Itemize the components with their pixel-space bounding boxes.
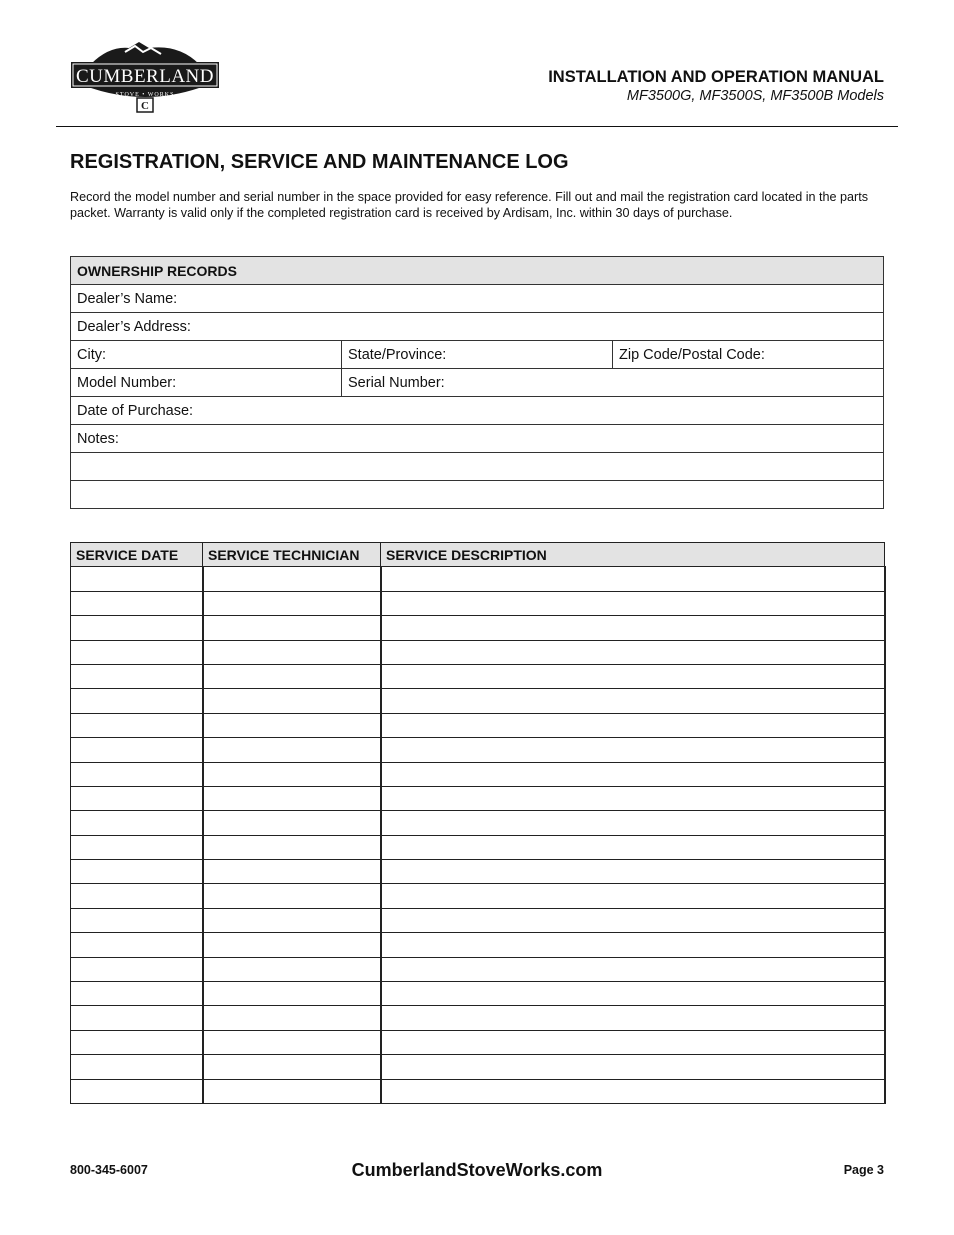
service-description-header: SERVICE DESCRIPTION xyxy=(381,543,885,567)
cumberland-logo xyxy=(69,40,221,114)
table-row xyxy=(71,640,885,664)
table-row xyxy=(71,811,885,835)
service-technician-cell[interactable] xyxy=(203,567,381,591)
service-technician-cell[interactable] xyxy=(203,933,381,957)
service-date-cell[interactable] xyxy=(71,884,203,908)
service-technician-cell[interactable] xyxy=(203,957,381,981)
service-description-cell[interactable] xyxy=(381,689,885,713)
service-description-cell[interactable] xyxy=(381,835,885,859)
table-row xyxy=(71,786,885,810)
service-description-cell[interactable] xyxy=(381,957,885,981)
service-log-table xyxy=(70,542,886,1104)
service-technician-cell[interactable] xyxy=(203,908,381,932)
table-row xyxy=(71,933,885,957)
service-date-cell[interactable] xyxy=(71,713,203,737)
service-technician-cell[interactable] xyxy=(203,982,381,1006)
service-technician-cell[interactable] xyxy=(203,786,381,810)
table-row xyxy=(71,835,885,859)
city-field[interactable]: City: xyxy=(71,341,342,369)
service-description-cell[interactable] xyxy=(381,664,885,688)
service-technician-cell[interactable] xyxy=(203,616,381,640)
service-technician-cell[interactable] xyxy=(203,640,381,664)
table-row xyxy=(71,591,885,615)
service-description-cell[interactable] xyxy=(381,860,885,884)
table-row xyxy=(71,860,885,884)
service-description-cell[interactable] xyxy=(381,933,885,957)
service-technician-cell[interactable] xyxy=(203,689,381,713)
website-link[interactable]: CumberlandStoveWorks.com xyxy=(351,1160,603,1180)
service-description-cell[interactable] xyxy=(381,640,885,664)
logo-c-mark: C xyxy=(141,100,149,112)
service-technician-cell[interactable] xyxy=(203,884,381,908)
service-description-cell[interactable] xyxy=(381,567,885,591)
service-description-cell[interactable] xyxy=(381,1055,885,1079)
table-row xyxy=(71,1079,885,1103)
service-description-cell[interactable] xyxy=(381,713,885,737)
service-technician-cell[interactable] xyxy=(203,713,381,737)
table-row xyxy=(71,1030,885,1054)
header-divider xyxy=(56,126,898,127)
service-date-cell[interactable] xyxy=(71,689,203,713)
service-date-cell[interactable] xyxy=(71,1030,203,1054)
service-date-cell[interactable] xyxy=(71,567,203,591)
zip-field[interactable]: Zip Code/Postal Code: xyxy=(613,341,884,369)
page-title: REGISTRATION, SERVICE AND MAINTENANCE LOG xyxy=(70,151,569,173)
service-description-cell[interactable] xyxy=(381,1079,885,1103)
table-row xyxy=(71,762,885,786)
service-technician-cell[interactable] xyxy=(203,591,381,615)
service-technician-cell[interactable] xyxy=(203,835,381,859)
ownership-heading: OWNERSHIP RECORDS xyxy=(71,257,884,285)
dealer-address-field[interactable]: Dealer’s Address: xyxy=(71,313,884,341)
header-info xyxy=(548,67,884,106)
serial-number-field[interactable]: Serial Number: xyxy=(342,369,884,397)
service-date-cell[interactable] xyxy=(71,640,203,664)
service-date-cell[interactable] xyxy=(71,738,203,762)
notes-line[interactable] xyxy=(71,481,884,509)
service-technician-cell[interactable] xyxy=(203,811,381,835)
notes-field[interactable]: Notes: xyxy=(71,425,884,453)
table-row xyxy=(71,908,885,932)
service-date-cell[interactable] xyxy=(71,982,203,1006)
service-technician-cell[interactable] xyxy=(203,1030,381,1054)
service-date-cell[interactable] xyxy=(71,933,203,957)
date-of-purchase-field[interactable]: Date of Purchase: xyxy=(71,397,884,425)
dealer-name-field[interactable]: Dealer’s Name: xyxy=(71,285,884,313)
service-log-body xyxy=(71,567,885,1104)
service-date-cell[interactable] xyxy=(71,664,203,688)
notes-line[interactable] xyxy=(71,453,884,481)
service-date-cell[interactable] xyxy=(71,1055,203,1079)
intro-paragraph: Record the model number and serial number in the space provided for easy reference. Fill out and mail the registration card located in the parts packet. Warranty is valid only if the completed registration card is received by Ardisam, Inc. within 30 days of purchase. xyxy=(70,190,869,220)
table-row xyxy=(71,1006,885,1030)
service-technician-cell[interactable] xyxy=(203,1079,381,1103)
service-description-cell[interactable] xyxy=(381,591,885,615)
state-field[interactable]: State/Province: xyxy=(342,341,613,369)
service-description-cell[interactable] xyxy=(381,762,885,786)
model-number-field[interactable]: Model Number: xyxy=(71,369,342,397)
service-technician-cell[interactable] xyxy=(203,664,381,688)
table-row xyxy=(71,1055,885,1079)
table-row xyxy=(71,567,885,591)
ownership-records-table xyxy=(70,256,884,509)
table-row xyxy=(71,689,885,713)
manual-title: INSTALLATION AND OPERATION MANUAL xyxy=(548,68,884,86)
service-date-cell[interactable] xyxy=(71,908,203,932)
service-description-cell[interactable] xyxy=(381,908,885,932)
table-row xyxy=(71,616,885,640)
service-date-cell[interactable] xyxy=(71,616,203,640)
table-row xyxy=(71,982,885,1006)
page-number: Page 3 xyxy=(843,1163,884,1177)
service-date-cell[interactable] xyxy=(71,957,203,981)
service-technician-cell[interactable] xyxy=(203,860,381,884)
service-date-cell[interactable] xyxy=(71,1006,203,1030)
service-date-header: SERVICE DATE xyxy=(71,543,203,567)
models-subtitle: MF3500G, MF3500S, MF3500B Models xyxy=(626,88,884,104)
service-date-cell[interactable] xyxy=(71,591,203,615)
service-description-cell[interactable] xyxy=(381,982,885,1006)
service-technician-cell[interactable] xyxy=(203,738,381,762)
service-technician-header: SERVICE TECHNICIAN xyxy=(203,543,381,567)
service-date-cell[interactable] xyxy=(71,811,203,835)
service-date-cell[interactable] xyxy=(71,835,203,859)
service-technician-cell[interactable] xyxy=(203,1055,381,1079)
service-description-cell[interactable] xyxy=(381,738,885,762)
service-date-cell[interactable] xyxy=(71,860,203,884)
service-description-cell[interactable] xyxy=(381,1006,885,1030)
table-row xyxy=(71,664,885,688)
table-row xyxy=(71,957,885,981)
table-row xyxy=(71,738,885,762)
service-description-cell[interactable] xyxy=(381,786,885,810)
table-row xyxy=(71,884,885,908)
table-row xyxy=(71,713,885,737)
service-description-cell[interactable] xyxy=(381,616,885,640)
service-description-cell[interactable] xyxy=(381,811,885,835)
service-technician-cell[interactable] xyxy=(203,1006,381,1030)
service-date-cell[interactable] xyxy=(71,1079,203,1103)
service-date-cell[interactable] xyxy=(71,786,203,810)
logo-subtext: STOVE • WORKS xyxy=(115,92,175,98)
phone-number: 800-345-6007 xyxy=(70,1163,148,1177)
service-date-cell[interactable] xyxy=(71,762,203,786)
service-technician-cell[interactable] xyxy=(203,762,381,786)
service-description-cell[interactable] xyxy=(381,1030,885,1054)
logo-wordmark: CUMBERLAND xyxy=(75,66,215,87)
service-description-cell[interactable] xyxy=(381,884,885,908)
